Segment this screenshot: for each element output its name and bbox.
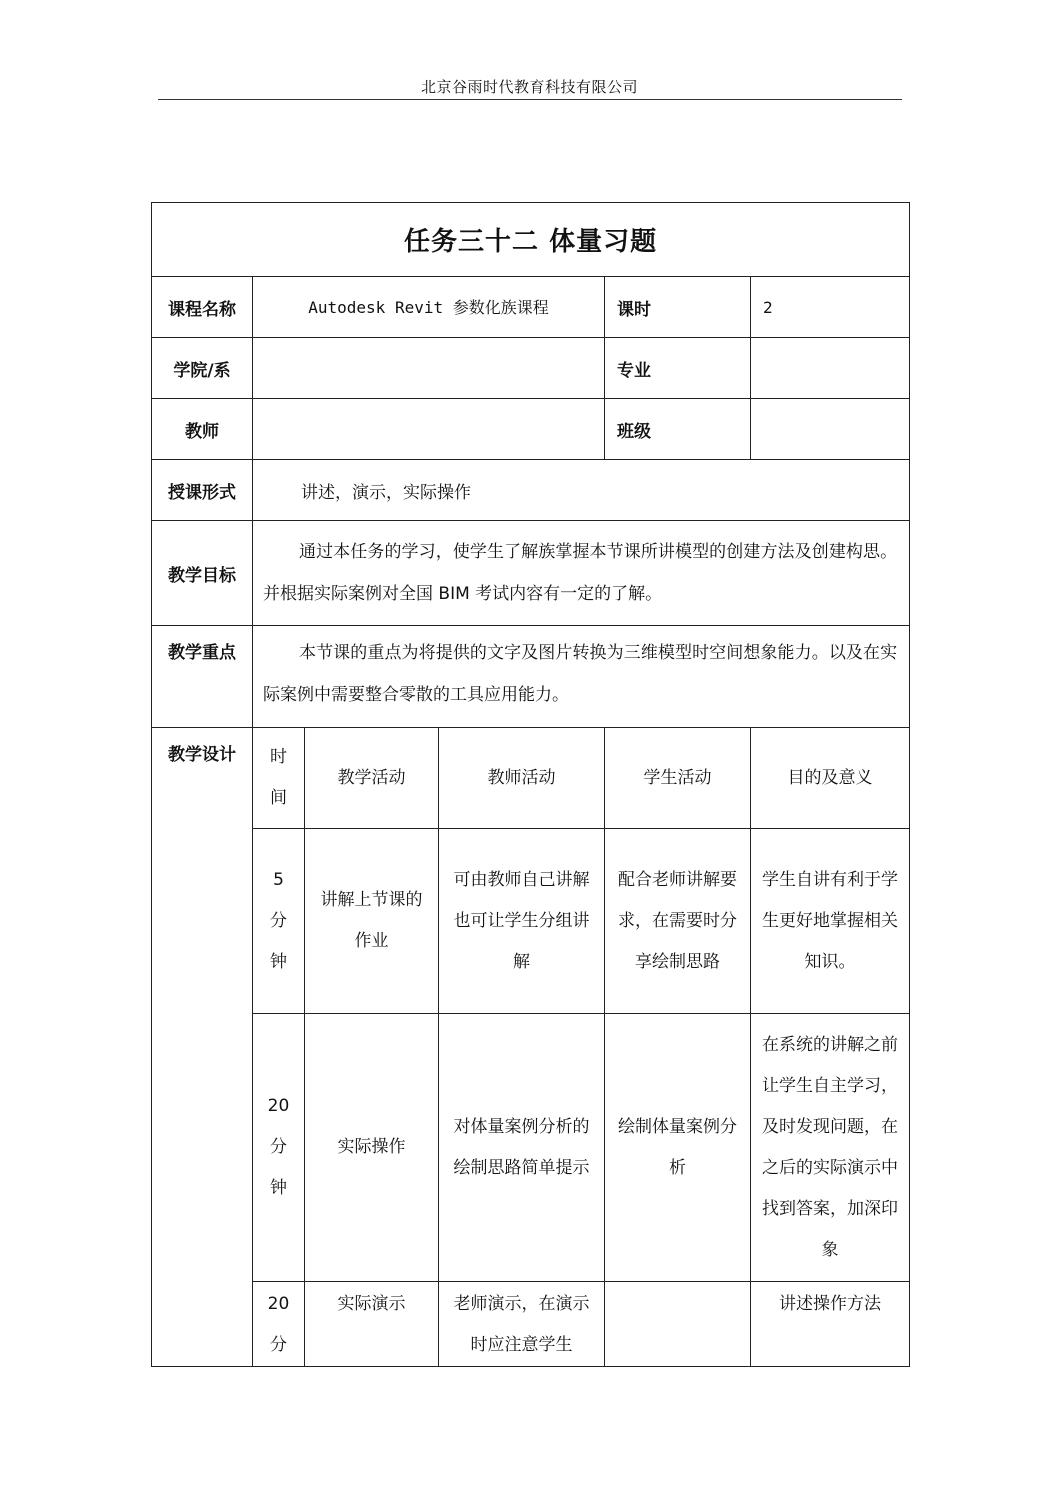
teaching-design-label: 教学设计 <box>152 728 253 1367</box>
class-value <box>751 399 910 460</box>
page-header-company: 北京谷雨时代教育科技有限公司 <box>420 78 638 96</box>
row1-activity: 讲解上节课的作业 <box>305 829 439 1014</box>
college-label: 学院/系 <box>152 338 253 399</box>
row3-teacher-activity: 老师演示，在演示时应注意学生 <box>439 1282 605 1367</box>
teaching-goal-label: 教学目标 <box>152 521 253 626</box>
hours-label: 课时 <box>605 277 751 338</box>
teacher-value <box>253 399 605 460</box>
teacher-label: 教师 <box>152 399 253 460</box>
row1-time: 5分钟 <box>253 829 305 1014</box>
header-teacher-activity: 教师活动 <box>439 728 605 829</box>
row1-purpose: 学生自讲有利于学生更好地掌握相关知识。 <box>751 829 910 1014</box>
teaching-form-value: 讲述，演示，实际操作 <box>253 460 910 521</box>
row2-purpose: 在系统的讲解之前让学生自主学习，及时发现问题，在之后的实际演示中找到答案，加深印象 <box>751 1014 910 1282</box>
hours-value: 2 <box>751 277 910 338</box>
college-value <box>253 338 605 399</box>
row3-purpose: 讲述操作方法 <box>751 1282 910 1367</box>
header-purpose: 目的及意义 <box>751 728 910 829</box>
major-value <box>751 338 910 399</box>
teaching-focus-label: 教学重点 <box>152 626 253 728</box>
lesson-plan-table <box>151 202 910 1367</box>
course-name-value: Autodesk Revit 参数化族课程 <box>253 277 605 338</box>
header-activity: 教学活动 <box>305 728 439 829</box>
row2-teacher-activity: 对体量案例分析的绘制思路简单提示 <box>439 1014 605 1282</box>
course-name-label: 课程名称 <box>152 277 253 338</box>
header-time: 时间 <box>253 728 305 829</box>
header-student-activity: 学生活动 <box>605 728 751 829</box>
class-label: 班级 <box>605 399 751 460</box>
lesson-title: 任务三十二 体量习题 <box>152 203 910 277</box>
header-divider <box>158 99 902 100</box>
row1-teacher-activity: 可由教师自己讲解也可让学生分组讲解 <box>439 829 605 1014</box>
row2-student-activity: 绘制体量案例分析 <box>605 1014 751 1282</box>
row3-student-activity <box>605 1282 751 1367</box>
row3-time: 20分 <box>253 1282 305 1367</box>
row3-activity: 实际演示 <box>305 1282 439 1367</box>
row1-student-activity: 配合老师讲解要求，在需要时分享绘制思路 <box>605 829 751 1014</box>
teaching-form-label: 授课形式 <box>152 460 253 521</box>
major-label: 专业 <box>605 338 751 399</box>
row2-time: 20分钟 <box>253 1014 305 1282</box>
row2-activity: 实际操作 <box>305 1014 439 1282</box>
teaching-focus-value: 本节课的重点为将提供的文字及图片转换为三维模型时空间想象能力。以及在实际案例中需要整合零散的工具应用能力。 <box>253 626 910 728</box>
teaching-goal-value: 通过本任务的学习，使学生了解族掌握本节课所讲模型的创建方法及创建构思。并根据实际案例对全国 BIM 考试内容有一定的了解。 <box>253 521 910 626</box>
